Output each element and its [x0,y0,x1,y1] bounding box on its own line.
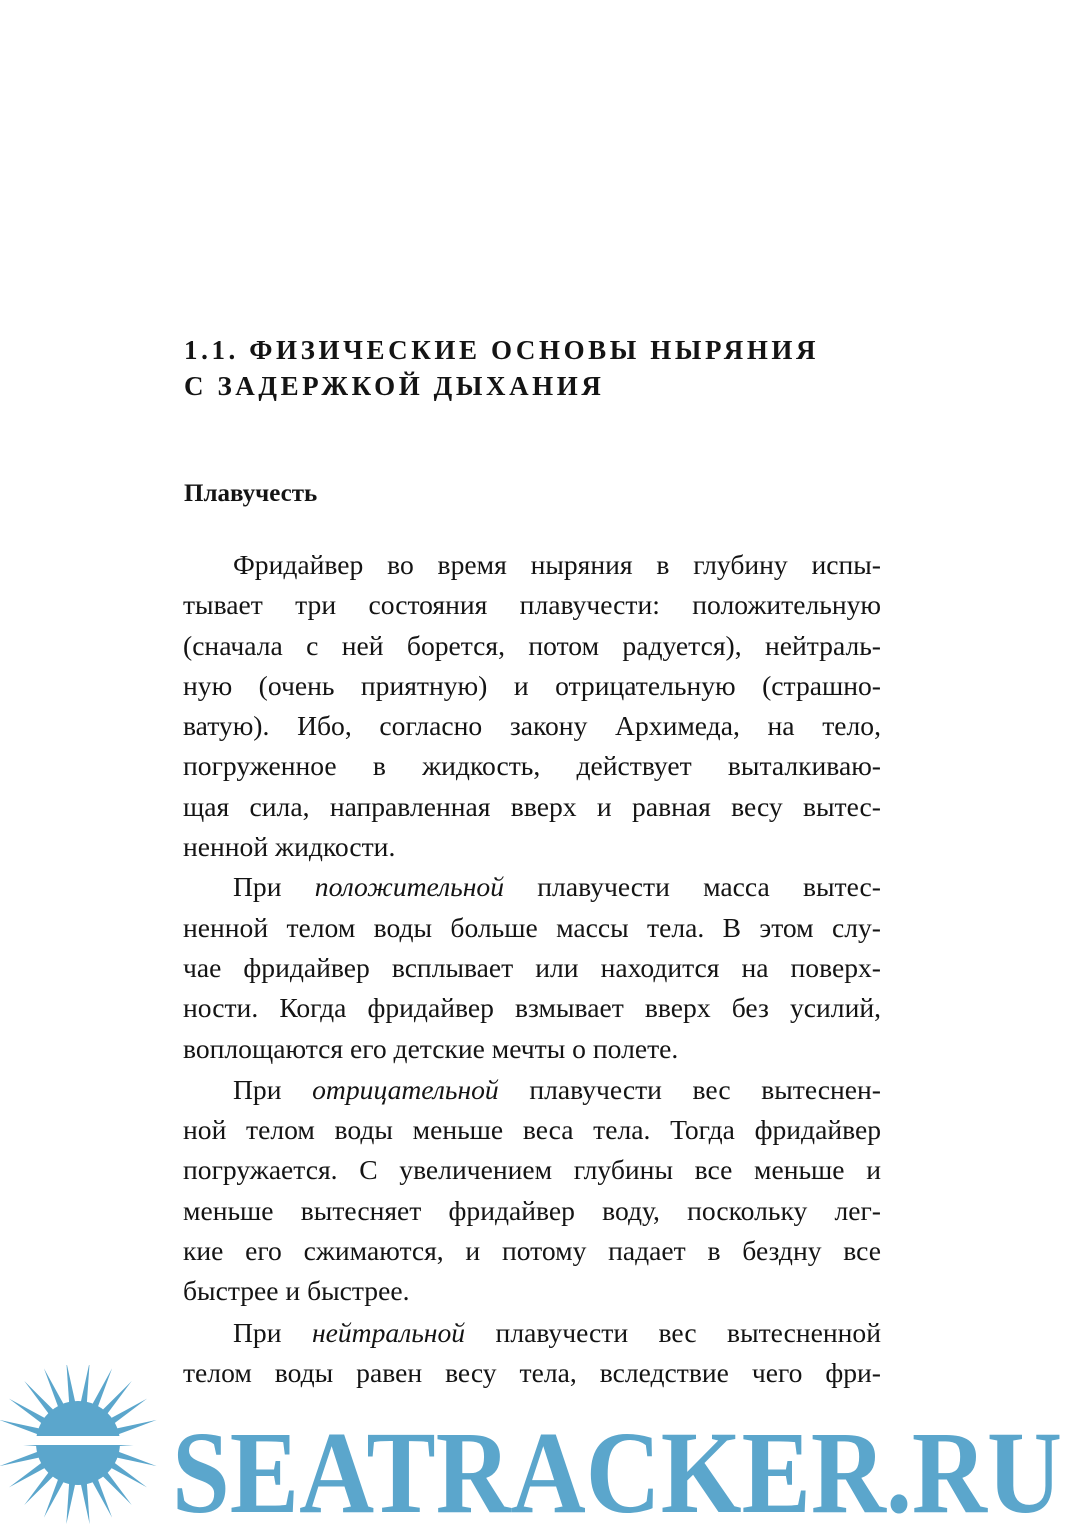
sun-ray [44,1368,64,1408]
text-line: (сначала с ней борется, потом радуется), нейтраль- [183,629,881,661]
sun-ray [92,1478,112,1518]
text-line: ненной телом воды больше массы тела. В этом слу- [183,911,881,943]
text-line: погруженное в жидкость, действует выталкиваю- [183,750,881,782]
text-line: кие его сжимаются, и потому падает в бездну все [183,1235,881,1267]
section-heading [184,332,904,404]
watermark [0,1365,1080,1532]
section-heading-line-1: 1.1. ФИЗИЧЕСКИЕ ОСНОВЫ НЫРЯНИЯ [184,335,820,365]
sun-ray [66,1482,75,1524]
sun-ray [44,1478,64,1518]
text-line: тывает три состояния плавучести: положительную [183,589,881,621]
text-line: погружается. С увеличением глубины все меньше и [183,1154,881,1186]
sun-ray [81,1482,90,1524]
paragraph-2 [183,867,881,1068]
text-line: меньше вытесняет фридайвер воду, поскольку лег- [183,1194,881,1226]
emphasis-positive: положительной [314,871,504,903]
text-fragment: При [233,871,282,903]
body-text [183,545,881,1393]
text-line: чае фридайвер всплывает или находится на поверх- [183,951,881,983]
paragraph-1 [183,545,881,867]
sun-ray [66,1365,75,1404]
section-heading-line-2: С ЗАДЕРЖКОЙ ДЫХАНИЯ [184,371,605,401]
sun-wave-icon [0,1365,170,1524]
text-line [183,1070,881,1110]
text-line: быстрее и быстрее. [183,1275,410,1307]
text-line [183,867,881,907]
emphasis-neutral: нейтральной [311,1316,466,1348]
paragraph-3 [183,1070,881,1312]
text-line: ности. Когда фридайвер взмывает вверх без усилий, [183,992,881,1024]
text-line: ной телом воды меньше веса тела. Тогда фридайвер [183,1114,881,1146]
emphasis-negative: отрицательной [312,1073,499,1105]
text-line: ную (очень приятную) и отрицательную (страшно- [183,669,881,701]
sun-ray [81,1365,90,1404]
subheading-buoyancy: Плавучесть [184,480,318,507]
watermark-text: SEATRACKER.RU [172,1407,1062,1532]
text-line: ватую). Ибо, согласно закону Архимеда, на тело, [183,710,881,742]
text-fragment: плавучести вес вытеснен- [529,1073,881,1105]
sun-ray [115,1420,156,1435]
text-line: Фридайвер во время ныряния в глубину испы- [233,549,881,580]
text-fragment: При [233,1073,282,1105]
text-line: щая сила, направленная вверх и равная весу вытес- [183,790,881,822]
sun-ray [0,1420,41,1435]
text-line: ненной жидкости. [183,831,396,863]
text-fragment: При [233,1316,282,1348]
text-fragment: плавучести вес вытесненной [495,1316,881,1348]
sun-ray [92,1368,112,1408]
sun-ray [0,1451,41,1466]
text-line [183,1313,881,1353]
text-line: телом воды равен весу тела, вследствие чего фри- [183,1356,881,1388]
sun-ray [115,1451,156,1466]
text-line: воплощаются его детские мечты о полете. [183,1032,679,1064]
text-fragment: плавучести масса вытес- [537,871,881,903]
